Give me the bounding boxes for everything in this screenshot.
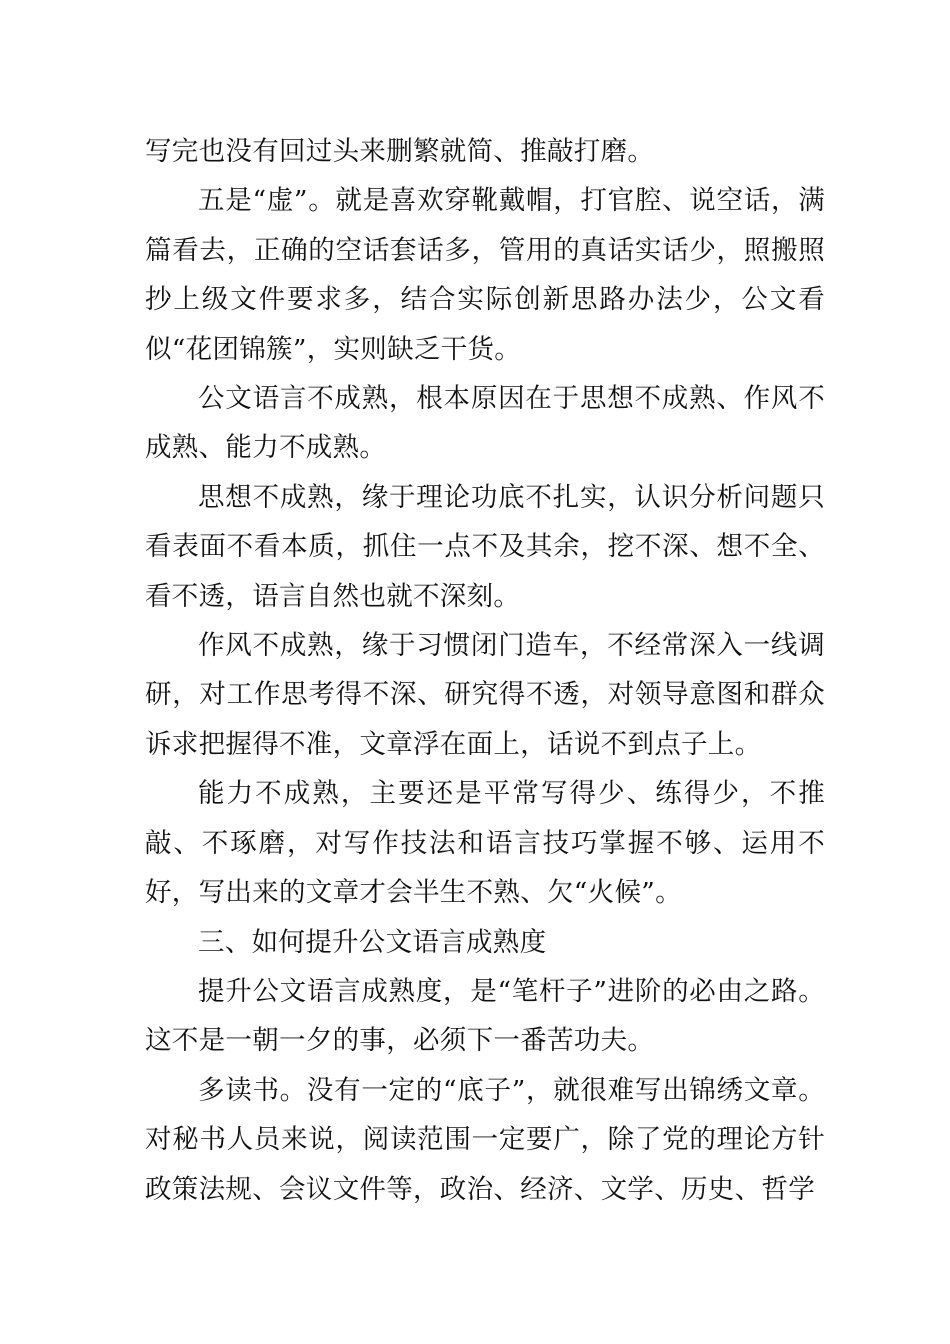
paragraph-wushi-xu: 五是“虚”。就是喜欢穿靴戴帽，打官腔、说空话，满篇看去，正确的空话套话多，管用的真话实话少，照搬照抄上级文件要求多，结合实际创新思路办法少，公文看似“花团锦簇”，实则缺乏干货。 <box>145 185 825 365</box>
paragraph-improve: 提升公文语言成熟度，是“笔杆子”进阶的必由之路。这不是一朝一夕的事，必须下一番苦功夫。 <box>145 975 825 1057</box>
paragraph-work-style: 作风不成熟，缘于习惯闭门造车，不经常深入一线调研，对工作思考得不深、研究得不透，对领导意图和群众诉求把握得不准，文章浮在面上，话说不到点子上。 <box>145 630 825 760</box>
document-body <box>145 127 825 1214</box>
paragraph-thinking: 思想不成熟，缘于理论功底不扎实，认识分析问题只看表面不看本质，抓住一点不及其余，挖不深、想不全、看不透，语言自然也就不深刻。 <box>145 481 825 612</box>
paragraph-continuation: 写完也没有回过头来删繁就简、推敲打磨。 <box>145 136 655 167</box>
paragraph-read-more: 多读书。没有一定的“底子”，就很难写出锦绣文章。对秘书人员来说，阅读范围一定要广，除了党的理论方针政策法规、会议文件等，政治、经济、文学、历史、哲学 <box>145 1074 825 1205</box>
section-heading-three: 三、如何提升公文语言成熟度 <box>198 926 547 958</box>
paragraph-ability: 能力不成熟，主要还是平常写得少、练得少，不推敲、不琢磨，对写作技法和语言技巧掌握不够、运用不好，写出来的文章才会半生不熟、欠“火候”。 <box>145 778 825 909</box>
paragraph-root-cause: 公文语言不成熟，根本原因在于思想不成熟、作风不成熟、能力不成熟。 <box>145 383 825 464</box>
